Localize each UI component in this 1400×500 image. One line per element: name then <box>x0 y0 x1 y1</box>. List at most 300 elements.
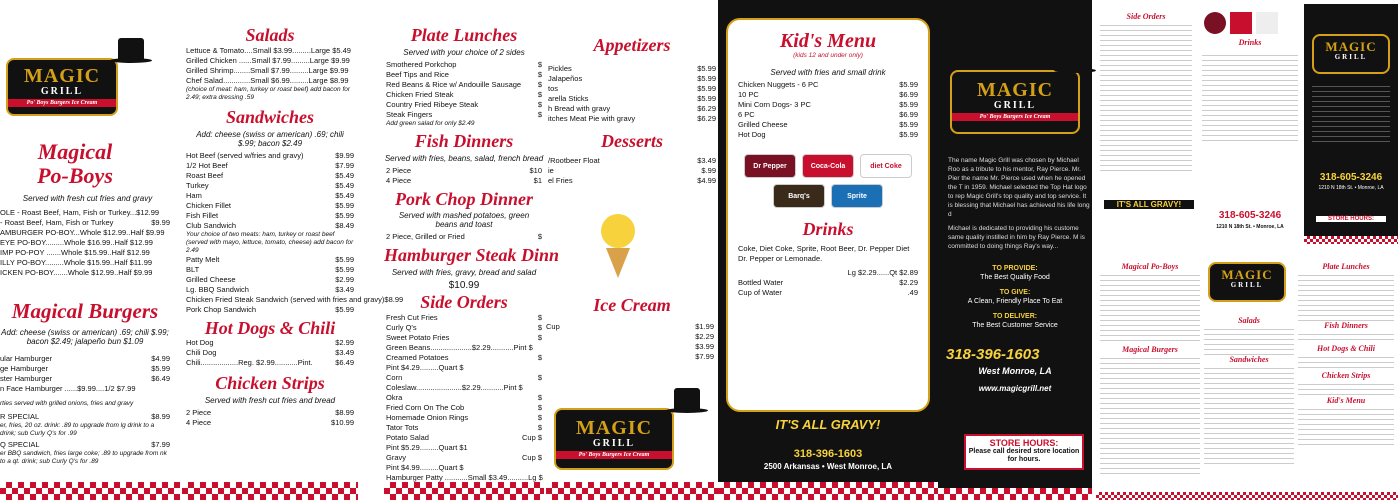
sandwich-row <box>186 201 354 211</box>
city: West Monroe, LA <box>978 366 1052 376</box>
poboy-item-name: - Roast Beef, Ham, Fish or Turkey <box>0 218 114 227</box>
store-hours-title: STORE HOURS: <box>989 438 1059 448</box>
phone-number: 318-396-1603 <box>793 448 863 460</box>
strip-row <box>186 418 354 428</box>
soda-brand-logo: Coca-Cola <box>802 154 854 178</box>
logo-sub: GRILL <box>1230 281 1264 289</box>
drink-item-price: .49 <box>907 287 918 297</box>
drink-row <box>738 288 918 298</box>
dessert-item-name: /Rootbeer Float <box>548 155 600 165</box>
strips-subtitle: Served with fresh cut fries and bread <box>204 396 336 406</box>
burger-row <box>0 354 170 364</box>
side-item-name: Creamed Potatoes <box>386 352 449 362</box>
burger-row <box>0 374 170 384</box>
kids-title: Kid's Menu <box>779 30 877 52</box>
kids-item-price: $5.99 <box>899 120 918 129</box>
fish-title: Fish Dinners <box>414 130 514 151</box>
appetizer-row <box>548 74 716 84</box>
kids-item-price: $5.99 <box>899 100 918 109</box>
logo-tagline: Po' Boys Burgers Ice Cream <box>952 113 1078 121</box>
drink-item-name: Bottled Water <box>738 277 784 287</box>
appetizer-row <box>548 84 716 94</box>
kids-item-name: Mini Corn Dogs- 3 PC <box>738 100 811 109</box>
burger-item-price: $4.99 <box>151 354 170 363</box>
plate-subtitle: Served with your choice of 2 sides <box>403 47 525 57</box>
burger-item-name: ster Hamburger <box>0 374 53 383</box>
drink-row <box>738 278 918 288</box>
fish-item-name: 2 Piece <box>386 165 412 175</box>
fish-item-name: 4 Piece <box>386 175 412 185</box>
side-item-name: Okra <box>386 392 403 402</box>
sandwich-item-price: $5.99 <box>335 264 354 274</box>
sandwich-item-price: $7.99 <box>335 160 354 170</box>
soda-brand-logo: diet Coke <box>860 154 912 178</box>
sandwich-item-price: $8.99 <box>384 294 404 304</box>
mission-block <box>938 264 1092 330</box>
appetizer-item-price: $5.99 <box>697 83 716 93</box>
pork-subtitle: Served with mashed potatoes, green beans and toast <box>398 211 530 230</box>
sandwich-row <box>186 294 404 305</box>
sandwich-item-name: Chicken Fried Steak Sandwich (served with fries and gravy) <box>186 294 385 304</box>
checker-border <box>384 482 544 500</box>
sandwich-row <box>186 255 354 265</box>
sandwich-row <box>186 211 354 221</box>
thumb-lines <box>1202 51 1298 141</box>
kids-list <box>738 80 918 140</box>
burger-item-name: n Face Hamburger ......$9.99....1/2 $7.99 <box>0 384 136 393</box>
hotdog-list <box>182 338 358 368</box>
thumb-lines <box>1312 82 1390 142</box>
special-list <box>0 412 170 422</box>
menu-panel-about <box>938 0 1092 500</box>
drinks-list <box>738 268 918 298</box>
top-hat-icon <box>674 388 700 410</box>
sandwiches-note: Your choice of two meats: ham, turkey or roast beef (served with mayo, lettuce, tomato, cheese) add bacon for 2.49 <box>186 230 354 254</box>
hotdog-item-name: Chili..................Reg. $2.99...........Pint. <box>186 358 313 368</box>
plate-item-price: $ <box>537 89 542 99</box>
plate-item-name: Country Fried Ribeye Steak <box>386 99 479 109</box>
about-paragraph-2: Michael is dedicated to providing his custome same quality instilled in him by Ray Pierce. M is committed to doing things Ray's way... <box>948 225 1085 250</box>
thumbnail-menu-2[interactable] <box>1304 4 1398 244</box>
checker-border <box>1304 236 1398 244</box>
plate-row <box>386 60 542 70</box>
strip-item-name: 4 Piece <box>186 418 212 428</box>
sandwich-item-price: $9.99 <box>335 150 354 160</box>
drink-row <box>738 268 918 278</box>
soda-brand-logo: Barq's <box>773 184 825 208</box>
plate-item-price: $ <box>537 109 542 119</box>
side-row <box>386 453 542 463</box>
kids-item-name: Hot Dog <box>738 130 766 139</box>
desserts-title: Desserts <box>601 130 663 151</box>
sandwich-row <box>186 171 354 181</box>
appetizer-row <box>548 94 716 104</box>
hotdog-item-name: Chili Dog <box>186 348 217 358</box>
drinks-text: Coke, Diet Coke, Sprite, Root Beer, Dr. Pepper Diet Dr. Pepper or Lemonade. <box>738 243 910 263</box>
thumb-strips-title: Chicken Strips <box>1321 371 1371 380</box>
thumb-lines <box>1100 354 1200 474</box>
side-row <box>386 443 542 453</box>
phone-number: 318-396-1603 <box>946 346 1040 363</box>
side-item-name: Pint $4.99.........Quart $ <box>386 462 464 472</box>
thumb-burgers-title: Magical Burgers <box>1122 345 1178 354</box>
top-hat-icon <box>1062 48 1088 70</box>
sandwich-row <box>186 151 354 161</box>
thumb-sandwiches-title: Sandwiches <box>1229 355 1269 364</box>
provide-title: TO PROVIDE: <box>992 265 1038 272</box>
appetizer-row <box>548 114 716 124</box>
side-item-name: Green Beans....................$2.29...........Pint $ <box>386 342 533 352</box>
kids-item-price: $5.99 <box>899 130 918 139</box>
logo-sub: GRILL <box>592 438 636 449</box>
side-row <box>386 383 542 393</box>
special-item-name: R SPECIAL <box>0 412 40 421</box>
thumb-phone: 318-605-3246 <box>1218 210 1282 221</box>
side-row <box>386 353 542 363</box>
salad-item-name: Lettuce & Tomato....Small $3.99.........Large $5.49 <box>186 45 351 55</box>
store-hours-text: Please call desired store location for hours. <box>968 448 1080 463</box>
sandwich-item-price: $5.49 <box>335 180 354 190</box>
drink-item-price: $2.29 <box>899 277 918 287</box>
kids-item-price: $5.99 <box>899 80 918 89</box>
salad-item-name: Grilled Chicken ......Small $7.99.........Large $9.99 <box>186 55 350 65</box>
thumb-hotdog-title: Hot Dogs & Chili <box>1316 344 1375 353</box>
side-row <box>386 413 542 423</box>
hotdog-item-price: $2.99 <box>335 338 354 348</box>
side-row <box>386 313 542 323</box>
plate-row <box>386 90 542 100</box>
side-item-price: $ <box>537 402 542 412</box>
sandwich-row <box>186 265 354 275</box>
poboy-title: Magical Po-Boys <box>37 139 113 189</box>
plate-list <box>384 60 544 120</box>
hamburger-steak-title: Hamburger Steak Dinn <box>384 245 560 266</box>
salad-row <box>186 56 354 66</box>
logo-tagline: Po' Boys Burgers Ice Cream <box>556 451 672 459</box>
kids-row <box>738 90 918 100</box>
checker-border <box>546 482 718 500</box>
burger-item-price: $5.99 <box>151 364 170 373</box>
kids-row <box>738 100 918 110</box>
appetizers-title: Appetizers <box>593 35 671 55</box>
logo-tagline: Po' Boys Burgers Ice Cream <box>8 99 116 107</box>
sandwich-item-name: 1/2 Hot Beef <box>186 160 228 170</box>
ice-cream-title: Ice Cream <box>593 295 671 315</box>
poboy-item-name: IMP PO-POY .......Whole $15.99..Half $12.99 <box>0 248 150 257</box>
thumb-kids-title: Kid's Menu <box>1326 396 1366 405</box>
side-row <box>386 373 542 383</box>
sandwich-item-name: Club Sandwich <box>186 220 237 230</box>
side-item-name: Fried Corn On The Cob <box>386 402 465 412</box>
special-item-price: $8.99 <box>151 412 170 421</box>
plate-note: Add green salad for only $2.49 <box>386 119 475 127</box>
plate-row <box>386 80 542 90</box>
magic-grill-logo <box>1208 262 1286 302</box>
side-row <box>386 393 542 403</box>
salad-item-name: Chef Salad.............Small $6.99.........Large $8.99 <box>186 75 349 85</box>
side-item-name: Fresh Cut Fries <box>386 312 438 322</box>
poboy-item-name: AMBURGER PO-BOY...Whole $12.99..Half $9.99 <box>0 228 165 237</box>
side-item-price: $ <box>537 392 542 402</box>
thumb-lines <box>1298 330 1394 344</box>
soda-logos <box>738 154 918 208</box>
sandwich-item-price: $2.99 <box>335 274 354 284</box>
sandwich-row <box>186 285 354 295</box>
fish-list <box>384 166 544 186</box>
hotdog-item-name: Hot Dog <box>186 338 214 348</box>
thumbnail-menu-3[interactable] <box>1096 256 1398 500</box>
special-row <box>0 412 170 422</box>
ice-cream-list <box>546 322 714 362</box>
side-item-name: Curly Q's <box>386 322 417 332</box>
thumb-soda-logos <box>1204 12 1296 34</box>
side-item-name: Homemade Onion Rings <box>386 412 469 422</box>
poboy-row <box>0 208 170 218</box>
sides-title: Side Orders <box>420 292 508 313</box>
side-row <box>386 323 542 333</box>
kids-card <box>726 18 930 412</box>
strip-item-name: 2 Piece <box>186 408 212 418</box>
thumb-lines <box>1204 364 1294 464</box>
special-row <box>0 440 170 450</box>
plate-item-name: Steak Fingers <box>386 109 433 119</box>
side-item-price: Cup $ <box>521 432 542 442</box>
plate-row <box>386 110 542 120</box>
menu-panel-poboys <box>0 0 180 500</box>
thumb-lines <box>1298 353 1394 371</box>
magic-grill-logo <box>950 70 1080 134</box>
fish-item-price: $10 <box>529 165 542 175</box>
sandwich-item-price: $5.49 <box>335 170 354 180</box>
thumb-lines <box>1298 380 1394 396</box>
salad-item-name: Grilled Shrimp........Small $7.99.........Large $9.99 <box>186 65 349 75</box>
thumb-lines <box>1298 405 1394 445</box>
burger-row <box>0 364 170 374</box>
side-item-name: Tator Tots <box>386 422 419 432</box>
plate-title: Plate Lunches <box>410 25 518 45</box>
checker-border <box>938 488 1092 500</box>
pork-list <box>384 232 544 242</box>
checker-border <box>718 482 938 500</box>
sandwich-item-name: Pork Chop Sandwich <box>186 304 257 314</box>
salads-list <box>182 46 358 86</box>
plate-item-price: $ <box>537 69 542 79</box>
dessert-row <box>548 166 716 176</box>
salad-row <box>186 46 354 56</box>
thumb-drinks-title: Drinks <box>1238 38 1262 47</box>
poboy-row <box>0 238 170 248</box>
side-row <box>386 433 542 443</box>
ice-cream-row <box>546 352 714 362</box>
kids-row <box>738 130 918 140</box>
side-item-price: Cup $ <box>521 452 542 462</box>
deliver-text: The Best Customer Service <box>972 322 1058 329</box>
side-row <box>386 363 542 373</box>
website-link[interactable]: www.magicgrill.net <box>978 384 1052 393</box>
appetizer-item-price: $6.29 <box>697 103 716 113</box>
thumbnail-menu-1[interactable] <box>1096 4 1302 244</box>
sides-list <box>384 313 544 493</box>
strips-title: Chicken Strips <box>215 373 325 394</box>
menu-panel-appetizers <box>546 0 718 500</box>
plate-item-name: Smothered Porkchop <box>386 59 457 69</box>
dessert-item-price: $3.49 <box>697 155 716 165</box>
thumb-lines <box>1100 271 1200 341</box>
plate-item-name: Red Beans & Rice w/ Andouille Sausage <box>386 79 522 89</box>
sandwich-item-price: $5.99 <box>335 254 354 264</box>
thumb-lines <box>1298 271 1394 321</box>
sandwich-item-name: Turkey <box>186 180 209 190</box>
sandwiches-title: Sandwiches <box>225 106 315 127</box>
sandwich-row <box>186 221 354 231</box>
thumb-hours: STORE HOURS: <box>1316 216 1386 222</box>
poboy-item-name: OLE - Roast Beef, Ham, Fish or Turkey...$12.99 <box>0 208 160 217</box>
hotdog-item-price: $6.49 <box>335 358 354 368</box>
sandwich-row <box>186 161 354 171</box>
kids-row <box>738 80 918 90</box>
side-row <box>386 403 542 413</box>
give-text: A Clean, Friendly Place To Eat <box>967 298 1063 305</box>
strip-item-price: $8.99 <box>335 408 354 418</box>
hamburger-steak-subtitle: Served with fries, gravy, bread and salad <box>391 268 537 278</box>
special-item-price: $7.99 <box>151 440 170 449</box>
thumb-plate-title: Plate Lunches <box>1322 262 1370 271</box>
pork-item-name: 2 Piece, Grilled or Fried <box>386 232 465 242</box>
strips-list <box>182 408 358 428</box>
appetizer-row <box>548 64 716 74</box>
checker-border <box>1096 492 1398 500</box>
store-hours-box <box>964 434 1084 470</box>
thumb-phone: 318-605-3246 <box>1319 172 1383 183</box>
poboy-item-name: ICKEN PO-BOY.......Whole $12.99..Half $9.99 <box>0 268 153 277</box>
address: 2500 Arkansas • West Monroe, LA <box>763 462 893 471</box>
thumb-salads-title: Salads <box>1238 316 1260 325</box>
side-item-name: Potato Salad <box>386 432 429 442</box>
strip-item-price: $10.99 <box>331 418 354 428</box>
plate-item-price: $ <box>537 79 542 89</box>
logo-sub: GRILL <box>993 100 1037 111</box>
poboy-row <box>0 228 170 238</box>
dessert-item-price: $4.99 <box>697 175 716 185</box>
ice-cream-item-price: $2.29 <box>695 332 714 341</box>
pork-row <box>386 232 542 242</box>
appetizers-list <box>546 64 718 124</box>
drink-item-price: Lg $2.29......Qt $2.89 <box>847 267 918 277</box>
side-item-price: $ <box>537 312 542 322</box>
ice-cream-item-price: $1.99 <box>695 322 714 331</box>
appetizer-item-name: itches Meat Pie with gravy <box>548 113 636 123</box>
sandwich-item-name: Fish Fillet <box>186 210 219 220</box>
dessert-row <box>548 156 716 166</box>
pork-item-price: $ <box>537 232 542 242</box>
special-item-name: Q SPECIAL <box>0 440 40 449</box>
checker-border <box>182 482 358 500</box>
burger-item-name: ular Hamburger <box>0 354 53 363</box>
magic-grill-logo <box>554 408 674 470</box>
magic-grill-logo <box>6 58 118 116</box>
sandwiches-list-2 <box>182 254 404 315</box>
sandwich-item-name: Chicken Fillet <box>186 200 232 210</box>
special-list-2 <box>0 440 170 450</box>
kids-item-price: $6.99 <box>899 110 918 119</box>
appetizer-item-name: arella Sticks <box>548 93 589 103</box>
plate-row <box>386 70 542 80</box>
thumb-lines <box>1096 21 1196 171</box>
thumb-address: 1210 N 18th St. • Monroe, LA <box>1318 185 1384 191</box>
thumb-fish-title: Fish Dinners <box>1324 321 1368 330</box>
poboy-row <box>0 258 170 268</box>
dessert-row <box>548 176 716 186</box>
sandwiches-subtitle: Add: cheese (swiss or american) .69; chili $.99; bacon $2.49 <box>196 129 344 148</box>
thumb-poboy-title: Magical Po-Boys <box>1121 262 1179 271</box>
appetizer-item-price: $5.99 <box>697 93 716 103</box>
thumb-side-orders-title: Side Orders <box>1126 12 1166 21</box>
kids-item-name: Grilled Cheese <box>738 120 788 129</box>
side-row <box>386 333 542 343</box>
special-note: er, fries, 20 oz. drink: .89 to upgrade from lg drink to a drink; sub Curly Q's for .99 <box>0 422 155 437</box>
side-item-price: $ <box>537 372 542 382</box>
about-paragraph-1: The name Magic Grill was chosen by Michael Roo as a tribute to his mentor, Ray Pierce. Mr. Pier the name Mr. Pierce used when he opened the T in 1959. Michael selected the Top Hat logo to rep Magic Grill's top quality and top service. It is blessing that Michael has achieved his life long d <box>948 157 1090 218</box>
ice-cream-cone-icon <box>598 214 638 284</box>
side-item-price: $ <box>537 422 542 432</box>
appetizer-item-price: $5.99 <box>697 63 716 73</box>
appetizer-item-price: $5.99 <box>697 73 716 83</box>
sandwich-item-price: $5.49 <box>335 190 354 200</box>
salads-note: (choice of meat: ham, turkey or roast beef) add bacon for 2.49; extra dressing .59 <box>186 85 351 101</box>
side-item-price: $ <box>537 352 542 362</box>
sandwich-item-price: $5.99 <box>335 210 354 220</box>
plate-item-price: $ <box>537 59 542 69</box>
poboy-row <box>0 248 170 258</box>
poboy-item-name: EYE PO-BOY.........Whole $16.99..Half $12.99 <box>0 238 153 247</box>
salads-title: Salads <box>245 25 295 45</box>
ice-cream-row <box>546 342 714 352</box>
burger-title: Magical Burgers <box>11 299 159 323</box>
hotdog-row <box>186 338 354 348</box>
sandwich-item-price: $5.99 <box>335 304 354 314</box>
sandwich-item-name: Roast Beef <box>186 170 224 180</box>
pork-title: Pork Chop Dinner <box>394 188 534 209</box>
sandwich-item-name: Lg. BBQ Sandwich <box>186 284 249 294</box>
kids-item-name: 10 PC <box>738 90 759 99</box>
logo-main: MAGIC <box>1221 267 1273 282</box>
salad-row <box>186 76 354 86</box>
poboy-item-name: ILLY PO-BOY.........Whole $15.99..Half $11.99 <box>0 258 153 267</box>
ice-cream-row <box>546 322 714 332</box>
fish-row <box>386 176 542 186</box>
plate-row <box>386 100 542 110</box>
kids-row <box>738 120 918 130</box>
hotdog-title: Hot Dogs & Chili <box>204 317 336 338</box>
thumb-gravy: IT'S ALL GRAVY! <box>1104 200 1194 209</box>
sandwich-item-price: $8.49 <box>335 220 354 230</box>
logo-main: MAGIC <box>1325 39 1377 54</box>
kids-row <box>738 110 918 120</box>
appetizer-item-price: $6.29 <box>697 113 716 123</box>
strip-row <box>186 408 354 418</box>
appetizer-row <box>548 104 716 114</box>
plate-item-price: $ <box>537 99 542 109</box>
side-row <box>386 463 542 473</box>
burger-note: rties served with grilled onions, fries and gravy <box>0 400 134 407</box>
deliver-title: TO DELIVER: <box>992 313 1038 320</box>
logo-main: MAGIC <box>23 65 101 87</box>
appetizer-item-name: Jalapeños <box>548 73 583 83</box>
burger-list <box>0 354 170 394</box>
sandwich-item-name: Patty Melt <box>186 254 220 264</box>
hotdog-item-price: $3.49 <box>335 348 354 358</box>
sandwich-row <box>186 305 354 315</box>
